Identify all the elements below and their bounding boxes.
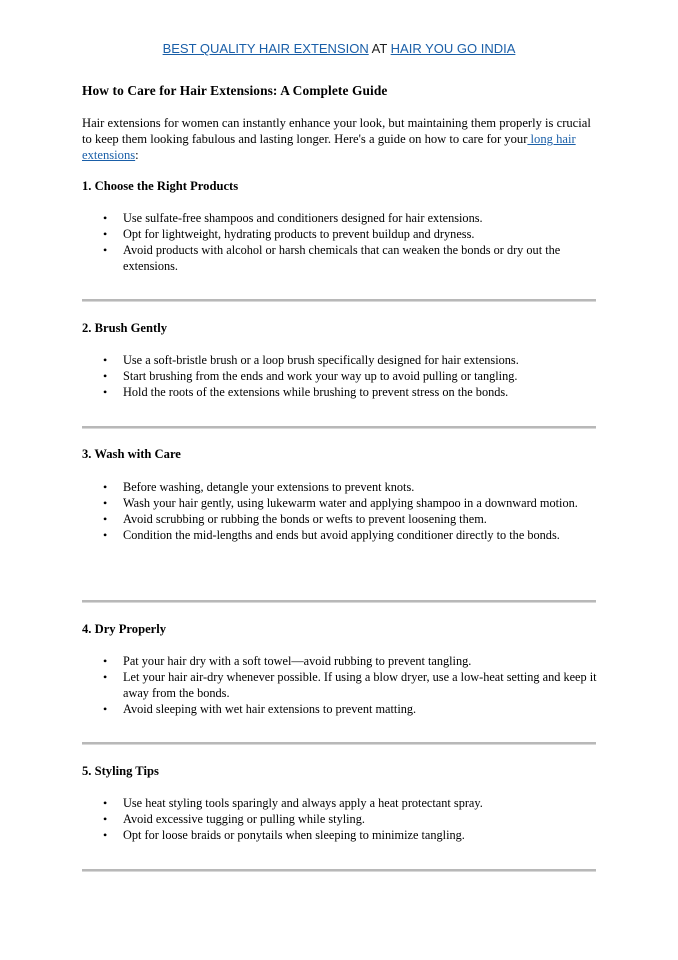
section-divider (82, 600, 596, 603)
section-heading-products: 1. Choose the Right Products (82, 179, 239, 193)
bullet-icon: • (103, 243, 108, 257)
header-line (0, 41, 678, 56)
hair-you-go-link[interactable]: HAIR YOU GO INDIA (390, 41, 516, 56)
header-at-text: AT (368, 41, 391, 56)
list-item: • Use sulfate-free shampoos and conditioners designed for hair extensions. (103, 211, 483, 225)
list-item: • Use heat styling tools sparingly and always apply a heat protectant spray. (103, 796, 483, 810)
bullet-icon: • (103, 512, 108, 526)
section-divider (82, 426, 596, 429)
bullet-icon: • (103, 496, 108, 510)
list-brush (0, 352, 600, 400)
list-item: • Avoid excessive tugging or pulling while styling. (103, 812, 365, 826)
list-wash (0, 479, 600, 543)
bullet-icon: • (103, 227, 108, 241)
section-heading-wash: 3. Wash with Care (82, 447, 181, 461)
bullet-icon: • (103, 670, 108, 684)
page-title: How to Care for Hair Extensions: A Complete Guide (82, 83, 388, 98)
list-item: • Opt for lightweight, hydrating products to prevent buildup and dryness. (103, 227, 475, 241)
list-item: • Avoid scrubbing or rubbing the bonds or wefts to prevent loosening them. (103, 512, 487, 526)
bullet-icon: • (103, 211, 108, 225)
list-item: • Let your hair air-dry whenever possible. If using a blow dryer, use a low-heat setting and keep it away from the bonds. (103, 670, 597, 700)
list-item: • Avoid sleeping with wet hair extensions to prevent matting. (103, 702, 417, 716)
bullet-icon: • (103, 528, 108, 542)
list-item: • Pat your hair dry with a soft towel—avoid rubbing to prevent tangling. (103, 654, 472, 668)
list-item: • Hold the roots of the extensions while brushing to prevent stress on the bonds. (103, 385, 509, 399)
best-quality-link[interactable]: BEST QUALITY HAIR EXTENSION (162, 41, 369, 56)
bullet-icon: • (103, 353, 108, 367)
bullet-icon: • (103, 385, 108, 399)
bullet-icon: • (103, 480, 108, 494)
bullet-icon: • (103, 702, 108, 716)
bullet-icon: • (103, 828, 108, 842)
long-hair-extensions-link[interactable]: long hair extensions (82, 132, 576, 162)
list-styling (0, 795, 600, 843)
list-item: • Avoid products with alcohol or harsh chemicals that can weaken the bonds or dry out the extensions. (103, 243, 561, 273)
section-heading-dry: 4. Dry Properly (82, 622, 167, 636)
list-item: • Opt for loose braids or ponytails when sleeping to minimize tangling. (103, 828, 465, 842)
section-heading-brush: 2. Brush Gently (82, 321, 168, 335)
list-item: • Wash your hair gently, using lukewarm water and applying shampoo in a downward motion. (103, 496, 578, 510)
section-divider (82, 299, 596, 302)
list-products (0, 210, 600, 274)
intro-paragraph (82, 115, 602, 163)
list-item: • Use a soft-bristle brush or a loop brush specifically designed for hair extensions. (103, 353, 519, 367)
bullet-icon: • (103, 654, 108, 668)
bullet-icon: • (103, 369, 108, 383)
section-divider (82, 869, 596, 872)
list-dry (0, 653, 600, 717)
section-divider (82, 742, 596, 745)
bullet-icon: • (103, 812, 108, 826)
list-item: • Condition the mid-lengths and ends but avoid applying conditioner directly to the bonds. (103, 528, 560, 542)
section-heading-styling: 5. Styling Tips (82, 764, 159, 778)
intro-tail: : (135, 148, 139, 162)
list-item: • Before washing, detangle your extensions to prevent knots. (103, 480, 415, 494)
intro-text: Hair extensions for women can instantly enhance your look, but maintaining them properly is crucial to keep them looking fabulous and lasting longer. Here's a guide on how to care for your (82, 116, 591, 146)
list-item: • Start brushing from the ends and work your way up to avoid pulling or tangling. (103, 369, 518, 383)
bullet-icon: • (103, 796, 108, 810)
